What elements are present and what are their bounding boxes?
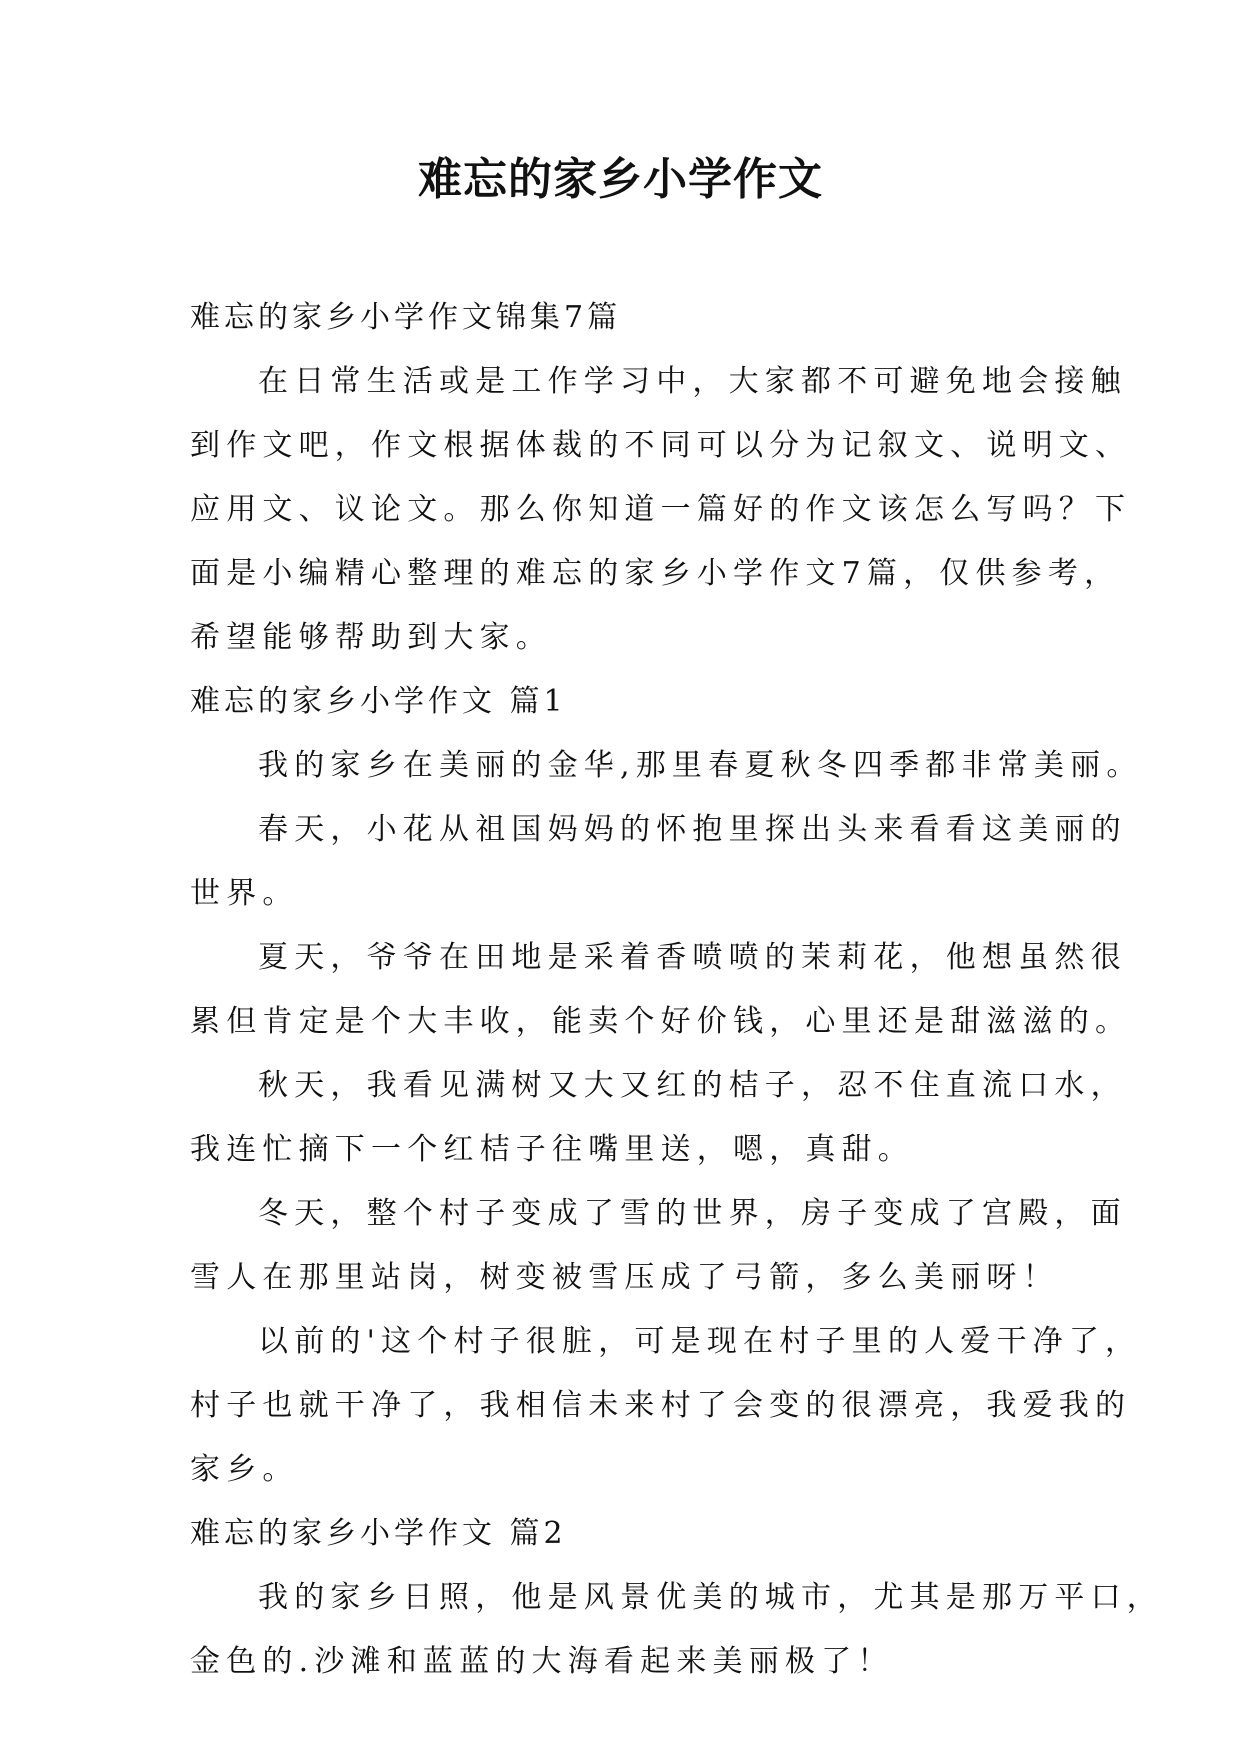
paragraph-first-line: 我的家乡在美丽的金华,那里春夏秋冬四季都非常美丽。 (258, 748, 1143, 783)
section-heading: 难忘的家乡小学作文 篇2 (190, 1516, 567, 1551)
paragraph-line: 世界。 (190, 876, 299, 911)
paragraph-first-line: 以前的'这个村子很脏，可是现在村子里的人爱干净了， (258, 1324, 1142, 1359)
page-title: 难忘的家乡小学作文 (418, 154, 823, 205)
section-heading: 难忘的家乡小学作文 篇1 (190, 684, 567, 719)
paragraph-first-line: 夏天，爷爷在田地是采着香喷喷的茉莉花，他想虽然很 (258, 940, 1127, 975)
paragraph-first-line: 春天，小花从祖国妈妈的怀抱里探出头来看看这美丽的 (258, 812, 1127, 847)
paragraph-first-line: 我的家乡日照，他是风景优美的城市，尤其是那万平口， (258, 1580, 1163, 1615)
paragraph-first-line: 冬天，整个村子变成了雪的世界，房子变成了宫殿，面 (258, 1196, 1127, 1231)
paragraph-line: 村子也就干净了，我相信未来村了会变的很漂亮，我爱我的 (190, 1388, 1132, 1423)
paragraph-line: 到作文吧，作文根据体裁的不同可以分为记叙文、说明文、 (190, 428, 1132, 463)
paragraph-line: 累但肯定是个大丰收，能卖个好价钱，心里还是甜滋滋的。 (190, 1004, 1132, 1039)
paragraph-line: 金色的.沙滩和蓝蓝的大海看起来美丽极了！ (190, 1644, 894, 1679)
paragraph-first-line: 秋天，我看见满树又大又红的桔子，忍不住直流口水， (258, 1068, 1127, 1103)
paragraph-line: 面是小编精心整理的难忘的家乡小学作文7篇，仅供参考， (190, 556, 1121, 591)
paragraph-first-line: 在日常生活或是工作学习中，大家都不可避免地会接触 (258, 364, 1127, 399)
paragraph-line: 应用文、议论文。那么你知道一篇好的作文该怎么写吗？下 (190, 492, 1132, 527)
document-body (190, 286, 1163, 1694)
section-heading: 难忘的家乡小学作文锦集7篇 (190, 300, 622, 335)
paragraph-line: 家乡。 (190, 1452, 299, 1487)
paragraph-line: 雪人在那里站岗，树变被雪压成了弓箭，多么美丽呀！ (190, 1260, 1059, 1295)
paragraph-line: 我连忙摘下一个红桔子往嘴里送，嗯，真甜。 (190, 1132, 914, 1167)
paragraph-line: 希望能够帮助到大家。 (190, 620, 552, 655)
